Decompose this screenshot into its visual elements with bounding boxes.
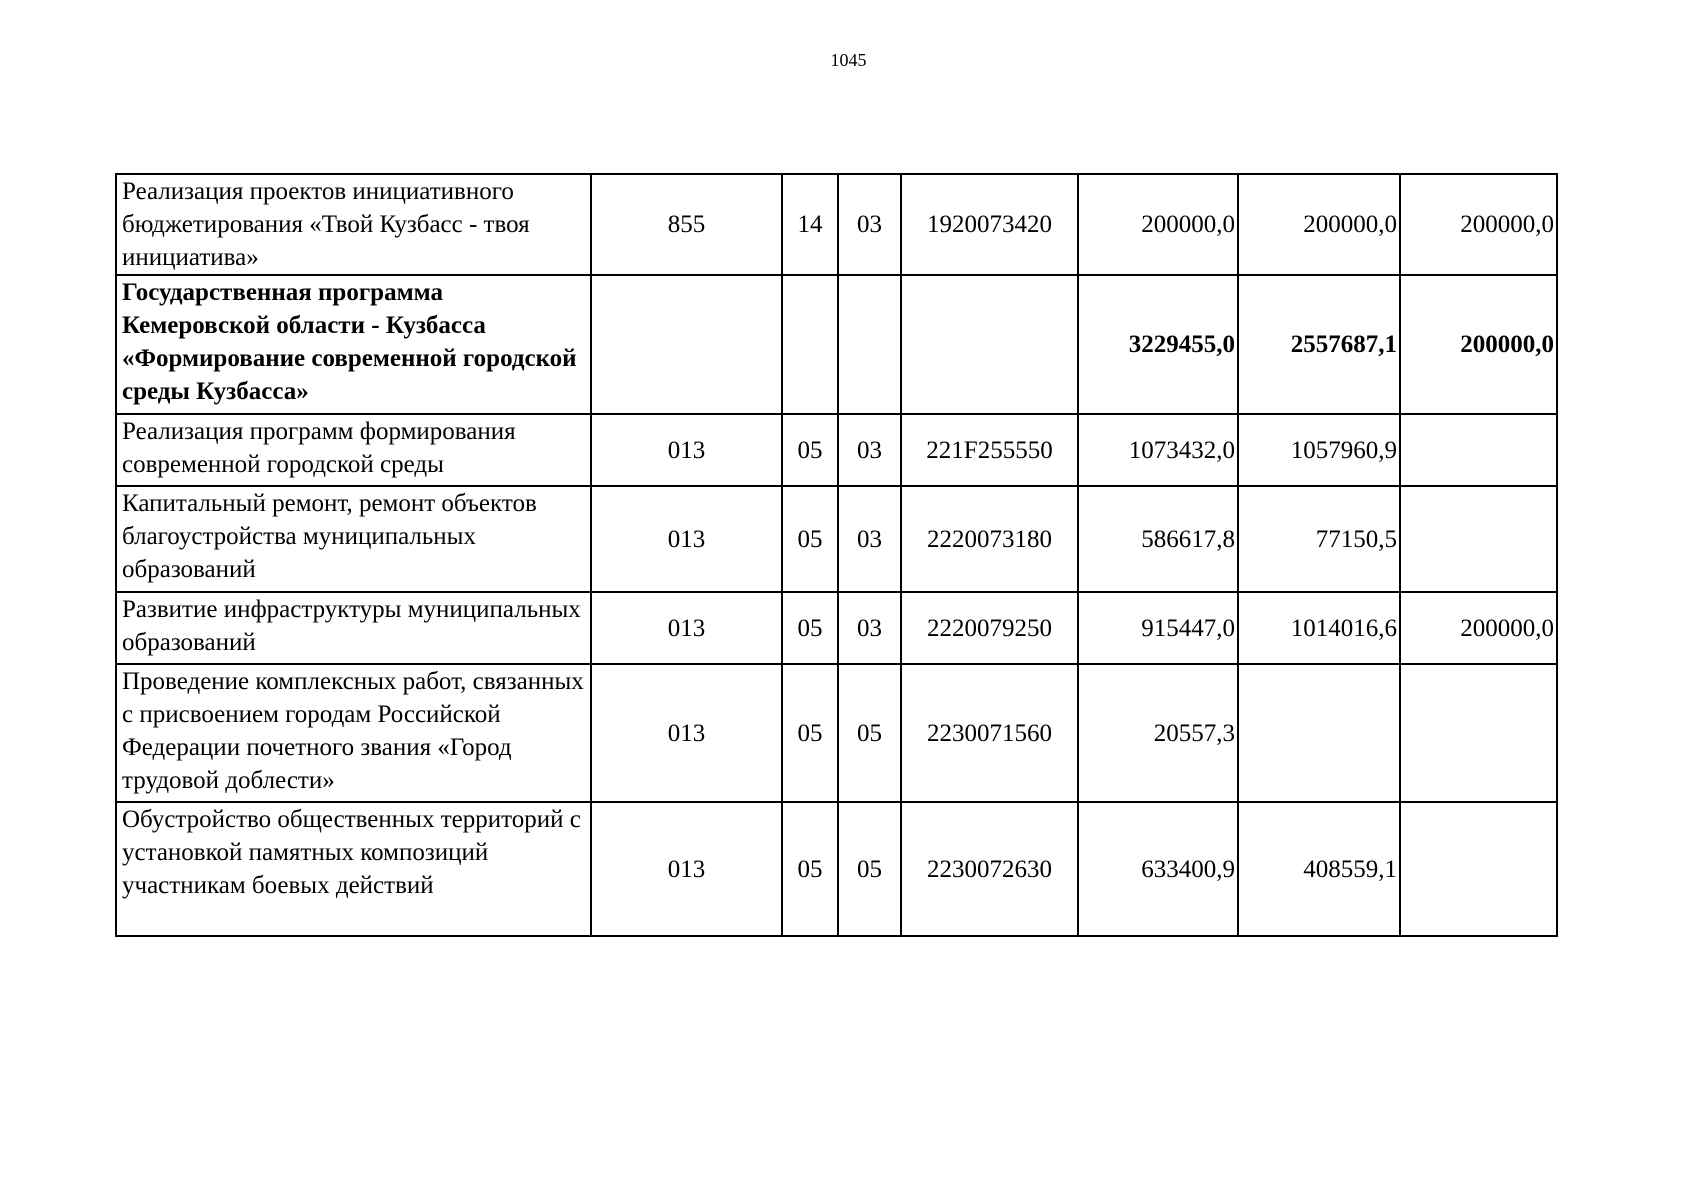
row-name: Реализация проектов инициативного бюджетирования «Твой Кузбасс - твоя инициатива»: [116, 174, 591, 275]
amount-year-1: 915447,0: [1078, 592, 1238, 664]
target-article-code: 2230072630: [901, 802, 1078, 936]
amount-year-1: 586617,8: [1078, 486, 1238, 592]
section-code: 05: [782, 664, 838, 802]
amount-year-2: [1238, 664, 1400, 802]
amount-year-3: 200000,0: [1400, 275, 1557, 414]
table-row: [116, 592, 1557, 664]
target-article-code: 2220073180: [901, 486, 1078, 592]
row-name: Реализация программ формирования современной городской среды: [116, 414, 591, 486]
amount-year-1: 20557,3: [1078, 664, 1238, 802]
row-name: Капитальный ремонт, ремонт объектов благоустройства муниципальных образований: [116, 486, 591, 592]
table-row: [116, 174, 1557, 275]
table-row: [116, 802, 1557, 936]
section-code: 05: [782, 802, 838, 936]
amount-year-3: [1400, 664, 1557, 802]
ministry-code: 013: [591, 592, 782, 664]
amount-year-1: 200000,0: [1078, 174, 1238, 275]
row-name: Проведение комплексных работ, связанных с присвоением городам Российской Федерации почетного звания «Город трудовой доблести»: [116, 664, 591, 802]
table-row: [116, 486, 1557, 592]
row-name: Развитие инфраструктуры муниципальных образований: [116, 592, 591, 664]
amount-year-3: [1400, 486, 1557, 592]
amount-year-1: 633400,9: [1078, 802, 1238, 936]
subsection-code: 05: [838, 664, 901, 802]
table-row-program: [116, 275, 1557, 414]
target-article-code: 1920073420: [901, 174, 1078, 275]
amount-year-1: 3229455,0: [1078, 275, 1238, 414]
amount-year-2: 2557687,1: [1238, 275, 1400, 414]
section-code: 05: [782, 486, 838, 592]
amount-year-2: 77150,5: [1238, 486, 1400, 592]
amount-year-2: 1014016,6: [1238, 592, 1400, 664]
table-row: [116, 664, 1557, 802]
amount-year-1: 1073432,0: [1078, 414, 1238, 486]
ministry-code: 013: [591, 486, 782, 592]
section-code: 05: [782, 414, 838, 486]
ministry-code: 855: [591, 174, 782, 275]
subsection-code: 03: [838, 414, 901, 486]
target-article-code: [901, 275, 1078, 414]
subsection-code: 03: [838, 486, 901, 592]
ministry-code: 013: [591, 802, 782, 936]
ministry-code: 013: [591, 414, 782, 486]
amount-year-2: 1057960,9: [1238, 414, 1400, 486]
section-code: [782, 275, 838, 414]
ministry-code: [591, 275, 782, 414]
amount-year-3: [1400, 414, 1557, 486]
section-code: 05: [782, 592, 838, 664]
amount-year-3: [1400, 802, 1557, 936]
budget-table: [115, 173, 1558, 937]
table-row: [116, 414, 1557, 486]
subsection-code: 03: [838, 592, 901, 664]
ministry-code: 013: [591, 664, 782, 802]
target-article-code: 2220079250: [901, 592, 1078, 664]
section-code: 14: [782, 174, 838, 275]
amount-year-2: 200000,0: [1238, 174, 1400, 275]
target-article-code: 2230071560: [901, 664, 1078, 802]
subsection-code: 03: [838, 174, 901, 275]
subsection-code: [838, 275, 901, 414]
page-number: 1045: [830, 50, 867, 70]
row-name: Государственная программа Кемеровской области - Кузбасса «Формирование современной городской среды Кузбасса»: [116, 275, 591, 414]
amount-year-2: 408559,1: [1238, 802, 1400, 936]
amount-year-3: 200000,0: [1400, 592, 1557, 664]
amount-year-3: 200000,0: [1400, 174, 1557, 275]
row-name: Обустройство общественных территорий с установкой памятных композиций участникам боевых действий: [116, 802, 591, 936]
target-article-code: 221F255550: [901, 414, 1078, 486]
subsection-code: 05: [838, 802, 901, 936]
